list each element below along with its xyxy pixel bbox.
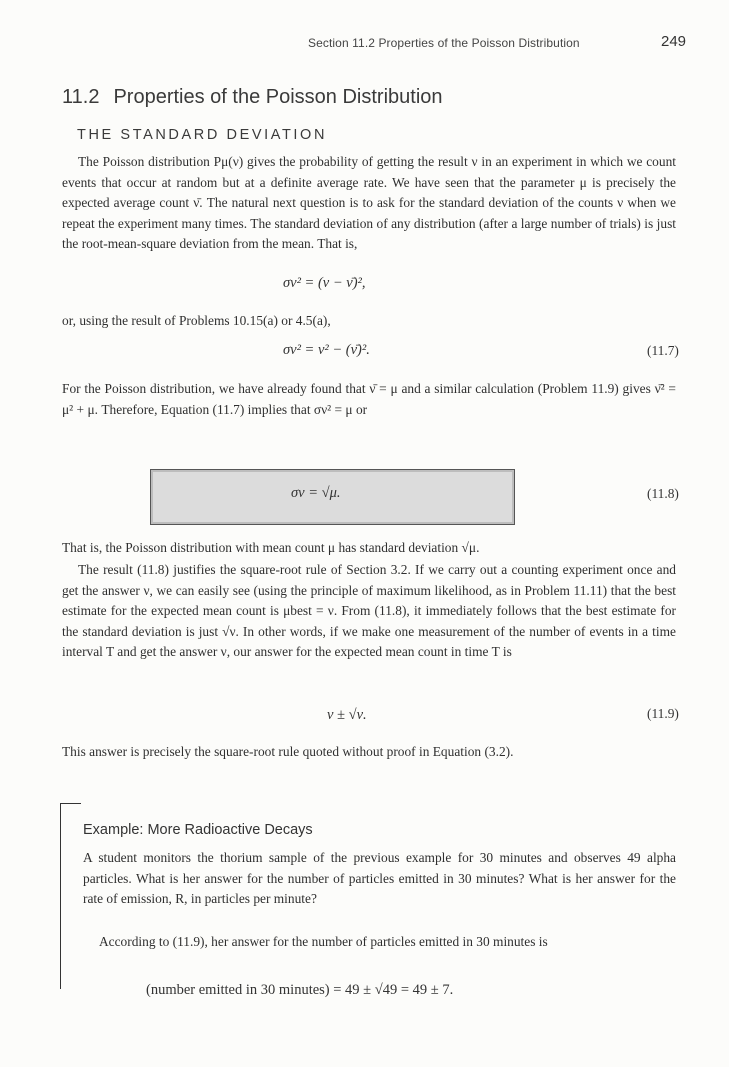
boxed-equation [150,469,515,525]
equation-number-11-9: (11.9) [647,706,679,721]
running-head: Section 11.2 Properties of the Poisson Distribution [308,36,580,50]
example-paragraph-2: According to (11.9), her answer for the number of particles emitted in 30 minutes is [99,934,548,949]
equation-number-11-7: (11.7) [647,343,679,358]
example-rule-vertical [60,803,61,989]
paragraph-square-root-rule: The result (11.8) justifies the square-root rule of Section 3.2. If we carry out a counting experiment once and get the answer ν, we can easily see (using the principle of maximum likelihood, as in Problem 11.11) that the best estimate for the expected mean count is μbest = ν. From (11.8), it immediately follows that the best estimate for the standard deviation is just √ν. In other words, if we make one measurement of the number of events in a time interval T and get the answer ν, our answer for the expected mean count in time T is [62,562,676,659]
page-number: 249 [661,33,687,50]
section-title-text: Properties of the Poisson Distribution [113,86,443,108]
example-title: Example: More Radioactive Decays [83,822,313,838]
example-paragraph-1: A student monitors the thorium sample of the previous example for 30 minutes and observes 49 alpha particles. What is her answer for the number of particles emitted in 30 minutes? What is her answer for the rate of emission, R, in particles per minute? [83,850,676,906]
equation-variance-alt: σν² = ν² − (ν̄)². [283,342,370,358]
equation-variance-def: σν² = (ν − ν̄)², [283,275,366,291]
equation-number-11-8: (11.8) [647,486,679,501]
subheading: THE STANDARD DEVIATION [77,127,328,143]
paragraph-intro: The Poisson distribution Pμ(ν) gives the probability of getting the result ν in an experiment in which we count events that occur at random but at a definite average rate. We have seen that the parameter μ is precisely the expected average count ν̄. The natural next question is to ask for the standard deviation of the counts ν when we repeat the experiment many times. The standard deviation of any distribution (after a large number of trials) is just the root-mean-square deviation from the mean. That is, [62,154,676,251]
equation-number-emitted: (number emitted in 30 minutes) = 49 ± √49 = 49 ± 7. [146,982,454,998]
paragraph-using-result: or, using the result of Problems 10.15(a) or 4.5(a), [62,313,331,328]
equation-nu-pm-sqrt-nu: ν ± √ν. [327,707,367,723]
paragraph-conclusion: This answer is precisely the square-root rule quoted without proof in Equation (3.2). [62,744,514,759]
section-number: 11.2 [62,86,100,108]
paragraph-poisson-result: For the Poisson distribution, we have already found that ν̄ = μ and a similar calculation (Problem 11.9) gives ν̄² = μ² + μ. Therefore, Equation (11.7) implies that σν² = μ or [62,381,676,417]
equation-sigma-sqrt-mu: σν = √μ. [291,485,341,501]
example-rule-horizontal [60,803,81,804]
paragraph-that-is: That is, the Poisson distribution with mean count μ has standard deviation √μ. [62,540,480,555]
section-title [62,86,443,109]
